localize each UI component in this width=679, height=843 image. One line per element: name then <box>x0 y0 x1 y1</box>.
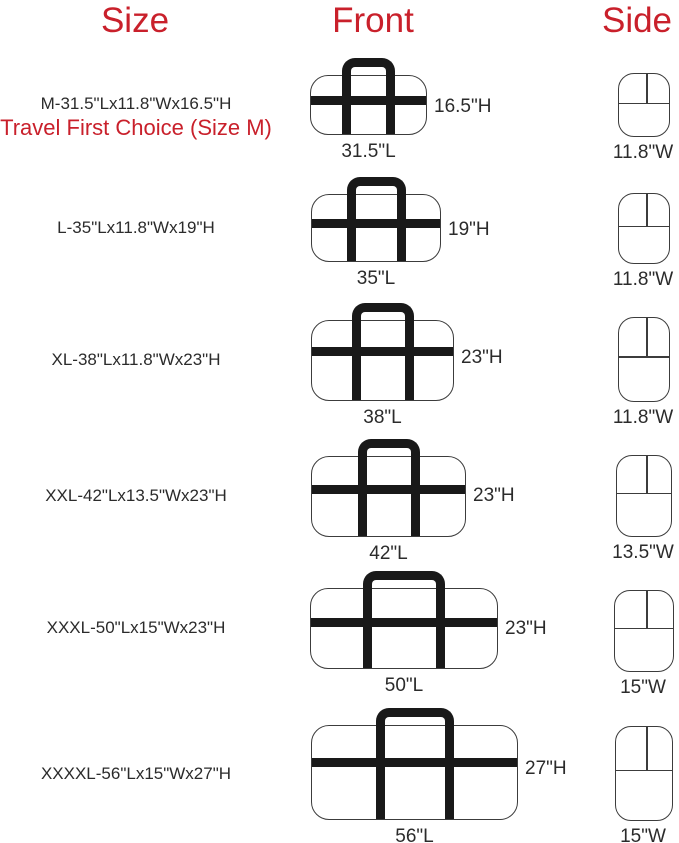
bag-strap-horizontal <box>311 219 441 228</box>
length-dimension-label: 42"L <box>369 543 408 564</box>
length-dimension-label: 38"L <box>363 407 402 428</box>
size-label-cell <box>0 618 272 638</box>
length-dimension-label: 31.5"L <box>341 141 396 162</box>
size-label-cell <box>0 350 272 370</box>
size-dimensions-text: L-35"Lx11.8"Wx19"H <box>57 218 215 237</box>
bag-side-view <box>616 455 672 537</box>
width-dimension-label: 13.5"W <box>612 542 674 563</box>
size-dimensions-text: XXXL-50"Lx15"Wx23"H <box>46 618 226 637</box>
bag-strap-horizontal <box>310 618 498 627</box>
size-dimensions-text: XXL-42"Lx13.5"Wx23"H <box>45 486 227 505</box>
side-seam-vertical-line <box>646 727 648 770</box>
length-dimension-label: 56"L <box>395 826 434 843</box>
column-header-front: Front <box>332 1 414 40</box>
bag-strap-horizontal <box>310 96 427 105</box>
bag-front-view <box>310 588 547 669</box>
side-seam-vertical-line <box>646 456 648 493</box>
side-seam-horizontal-line <box>615 628 673 630</box>
side-seam-horizontal-line <box>619 226 669 228</box>
height-dimension-label: 23"H <box>473 484 515 506</box>
bag-body-outline <box>311 725 518 820</box>
bag-strap-horizontal <box>311 485 466 494</box>
bag-front-view <box>311 456 515 537</box>
bag-strap-vertical-right <box>445 725 454 820</box>
size-label-cell <box>0 218 272 238</box>
bag-handle <box>358 439 420 469</box>
bag-side-view <box>618 73 670 137</box>
product-name-text: Travel First Choice (Size M) <box>0 115 272 140</box>
bag-front-view <box>311 320 503 401</box>
bag-side-view <box>615 726 673 821</box>
side-seam-horizontal-line <box>619 356 669 358</box>
size-label-cell <box>0 764 272 784</box>
side-seam-vertical-line <box>646 591 648 628</box>
bag-front-view <box>311 194 490 262</box>
column-header-size: Size <box>100 1 170 40</box>
size-label-cell <box>0 94 272 140</box>
height-dimension-label: 16.5"H <box>434 95 492 117</box>
width-dimension-label: 11.8"W <box>612 142 674 163</box>
height-dimension-label: 23"H <box>461 346 503 368</box>
side-seam-vertical-line <box>646 194 648 226</box>
length-dimension-label: 50"L <box>384 675 424 696</box>
width-dimension-label: 11.8"W <box>612 269 674 290</box>
bag-front-view <box>310 75 492 135</box>
size-dimensions-text: M-31.5"Lx11.8"Wx16.5"H <box>40 94 232 113</box>
side-seam-horizontal-line <box>617 493 671 495</box>
width-dimension-label: 15"W <box>620 677 666 698</box>
bag-side-view <box>618 193 670 264</box>
bag-side-view <box>618 317 670 402</box>
width-dimension-label: 11.8"W <box>612 407 674 428</box>
bag-side-view <box>614 590 674 672</box>
width-dimension-label: 15"W <box>620 826 666 843</box>
height-dimension-label: 19"H <box>448 218 490 240</box>
bag-strap-horizontal <box>311 758 518 767</box>
size-dimensions-text: XXXXL-56"Lx15"Wx27"H <box>40 764 232 783</box>
bag-handle <box>347 177 406 207</box>
bag-handle <box>376 708 454 738</box>
size-label-cell <box>0 486 272 506</box>
bag-strap-horizontal <box>311 347 454 356</box>
height-dimension-label: 27"H <box>525 757 567 779</box>
bag-handle <box>352 303 414 333</box>
side-seam-vertical-line <box>646 318 648 356</box>
bag-strap-vertical-left <box>376 725 385 820</box>
side-seam-horizontal-line <box>616 770 672 772</box>
side-seam-vertical-line <box>646 74 648 103</box>
bag-front-view <box>311 725 567 820</box>
size-dimensions-text: XL-38"Lx11.8"Wx23"H <box>51 350 221 369</box>
height-dimension-label: 23"H <box>505 617 547 639</box>
column-header-side: Side <box>601 1 673 40</box>
side-seam-horizontal-line <box>619 103 669 105</box>
bag-handle <box>363 571 445 601</box>
length-dimension-label: 35"L <box>356 268 396 289</box>
bag-handle <box>342 58 395 88</box>
